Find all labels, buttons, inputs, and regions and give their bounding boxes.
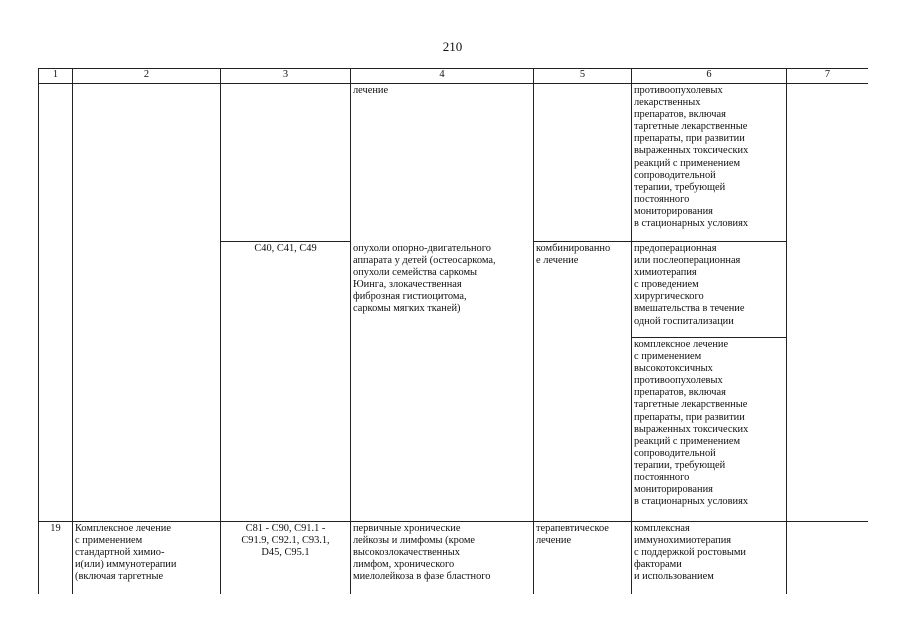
cell-method-c40-b: комплексное лечение с применением высокотоксичных противоопухолевых препаратов, включая таргетные лекарственные препараты, при развитии выраженных токсических реакций с применением сопроводительной терапии, требующей постоянного мониторирования в стационарных условиях	[632, 338, 787, 522]
cell-model-c40: опухоли опорно-двигательного аппарата у детей (остеосаркома, опухоли семейства саркомы Юинга, злокачественная фиброзная гистиоцитома, саркомы мягких тканей)	[351, 242, 534, 522]
cell-type-c40: комбинированно е лечение	[534, 242, 632, 522]
column-header-7: 7	[787, 69, 869, 84]
cell-codes-19: C81 - C90, C91.1 - C91.9, C92.1, C93.1, D45, C95.1	[221, 522, 351, 595]
cell-number-19: 19	[39, 522, 73, 595]
page-number: 210	[442, 39, 463, 54]
services-table	[38, 68, 868, 594]
cell-number-empty	[39, 242, 73, 338]
cell-model-19: первичные хронические лейкозы и лимфомы (кроме высокозлокачественных лимфом, хронического миелолейкоза в фазе бластного	[351, 522, 534, 595]
cell-service-empty	[73, 242, 221, 338]
column-number-row	[39, 69, 869, 84]
cell-cost-19	[787, 522, 869, 595]
column-header-6: 6	[632, 69, 787, 84]
table-row-continuation	[39, 84, 869, 242]
column-header-5: 5	[534, 69, 632, 84]
cell-type-empty	[534, 84, 632, 242]
column-header-1: 1	[39, 69, 73, 84]
cell-cost-empty	[787, 338, 869, 522]
cell-service-empty	[73, 338, 221, 522]
cell-codes-empty	[221, 84, 351, 242]
column-header-4: 4	[351, 69, 534, 84]
cell-method-cont: противоопухолевых лекарственных препаратов, включая таргетные лекарственные препараты, при развитии выраженных токсических реакций с применением сопроводительной терапии, требующей постоянного мониторирования в стационарных условиях	[632, 84, 787, 242]
table-row-19	[39, 522, 869, 595]
table-row-c40	[39, 242, 869, 338]
cell-cost-empty	[787, 242, 869, 338]
cell-cost-empty	[787, 84, 869, 242]
cell-model-cont: лечение	[351, 84, 534, 242]
cell-number-empty	[39, 84, 73, 242]
document-table-area	[38, 68, 868, 594]
column-header-2: 2	[73, 69, 221, 84]
cell-method-19: комплексная иммунохимиотерапия с поддержкой ростовыми факторами и использованием	[632, 522, 787, 595]
column-header-3: 3	[221, 69, 351, 84]
cell-codes-c40: C40, C41, C49	[221, 242, 351, 522]
cell-service-empty	[73, 84, 221, 242]
cell-number-empty	[39, 338, 73, 522]
cell-service-19: Комплексное лечение с применением стандартной химио- и(или) иммунотерапии (включая таргетные	[73, 522, 221, 595]
cell-method-c40-a: предоперационная или послеоперационная химиотерапия с проведением хирургического вмешательства в течение одной госпитализации	[632, 242, 787, 338]
cell-type-19: терапевтическое лечение	[534, 522, 632, 595]
